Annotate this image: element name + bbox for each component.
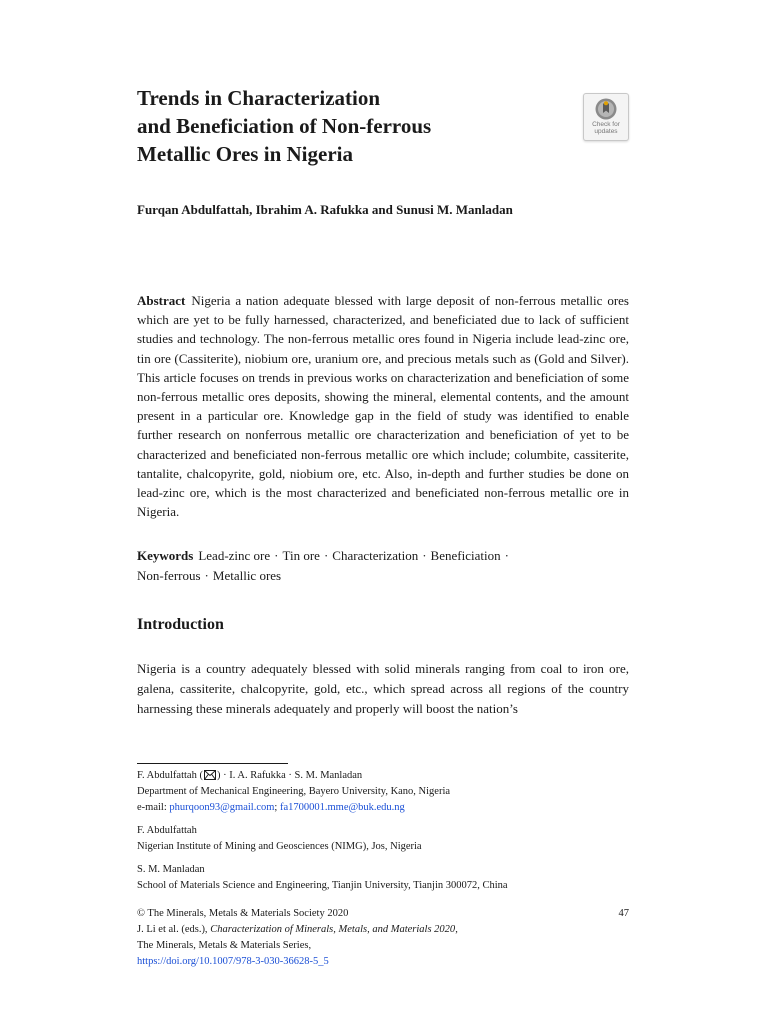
paper-title (137, 84, 557, 168)
envelope-icon[interactable] (204, 770, 216, 780)
affiliation: Nigerian Institute of Mining and Geosciences (NIMG), Jos, Nigeria (137, 841, 422, 852)
footnote-block (137, 768, 637, 816)
doi-link[interactable]: https://doi.org/10.1007/978-3-030-36628-5_5 (137, 956, 329, 967)
email-line: e-mail: phurqoon93@gmail.com; fa1700001.mme@buk.edu.ng (137, 802, 405, 813)
keyword: Non-ferrous (137, 567, 201, 583)
series: The Minerals, Metals & Materials Series, (137, 940, 312, 951)
doi-line (137, 954, 629, 970)
section-heading-introduction: Introduction (137, 616, 224, 633)
author-names: F. Abdulfattah ( ) · I. A. Rafukka · S. M. Manladan (137, 770, 363, 781)
check-for-updates-badge[interactable] (583, 93, 629, 141)
title-line: Trends in Characterization (137, 86, 381, 110)
page-number: 47 (618, 908, 629, 919)
title-line: and Beneficiation of Non-ferrous (137, 114, 432, 138)
publication-info (137, 906, 629, 970)
affiliation: School of Materials Science and Engineering, Tianjin University, Tianjin 300072, China (137, 880, 508, 891)
introduction-text: Nigeria is a country adequately blessed with solid minerals ranging from coal to iron ore, galena, cassiterite, chalcopyrite, gold, etc., which spread across all regions of the country harnessing these minerals adequately and properly will boost the nation’s (137, 661, 629, 716)
keyword-separator: · (204, 567, 209, 583)
abstract (137, 291, 629, 521)
check-for-updates-icon (594, 97, 618, 121)
affiliation: Department of Mechanical Engineering, Bayero University, Kano, Nigeria (137, 786, 451, 797)
abstract-label: Abstract (137, 293, 186, 308)
footnote-block (137, 823, 637, 855)
footnote-divider (137, 763, 288, 764)
keywords-label: Keywords (137, 548, 194, 563)
keyword: Lead-zinc ore (198, 548, 271, 563)
title-line: Metallic Ores in Nigeria (137, 142, 353, 166)
book-title: Characterization of Minerals, Metals, and Materials 2020 (210, 924, 456, 935)
keyword: Metallic ores (212, 567, 282, 583)
keyword-separator: · (504, 548, 509, 563)
keyword: Characterization (332, 548, 419, 563)
footnotes (137, 768, 637, 901)
copyright: © The Minerals, Metals & Materials Society 2020 (137, 908, 349, 919)
badge-label: Check for updates (592, 121, 620, 135)
keywords (137, 546, 629, 585)
email-link[interactable]: phurqoon93@gmail.com (169, 802, 275, 813)
keyword-separator: · (323, 548, 329, 563)
footnote-block (137, 862, 637, 894)
author-name: F. Abdulfattah (137, 825, 197, 836)
abstract-text: Nigeria a nation adequate blessed with large deposit of non-ferrous metallic ores which are yet to be fully harnessed, characterized, and beneficiated due to lack of sufficient studies and technology. The non-ferrous metallic ores found in Nigeria include lead-zinc ore, tin ore (Cassiterite), niobium ore, uranium ore, and precious metals such as (Gold and Silver). This article focuses on trends in previous works on characterization and beneficiation of some non-ferrous metallic ores deposits, showing the mineral, elemental contents, and the amount present in a particular ore. Knowledge gap in the field of study was identified to enable further research on nonferrous metallic ore characterization and beneficiation of yet to be characterized and beneficiated non-ferrous metallic ore which include; columbite, cassiterite, tantalite, chalcopyrite, gold, niobium ore, etc. Also, in-depth and further studies be done on lead-zinc ore, which is the most characterized and beneficiated non-ferrous metallic ore in Nigeria. (137, 293, 629, 520)
editors-line: J. Li et al. (eds.), Characterization of Minerals, Metals, and Materials 2020, (137, 924, 458, 935)
authors: Furqan Abdulfattah, Ibrahim A. Rafukka and Sunusi M. Manladan (137, 202, 513, 217)
keyword: Beneficiation (430, 548, 501, 563)
keyword-separator: · (422, 548, 427, 563)
keyword-separator: · (274, 548, 279, 563)
author-name: S. M. Manladan (137, 864, 205, 875)
email-link[interactable]: fa1700001.mme@buk.edu.ng (279, 802, 405, 813)
keyword: Tin ore (282, 548, 320, 563)
